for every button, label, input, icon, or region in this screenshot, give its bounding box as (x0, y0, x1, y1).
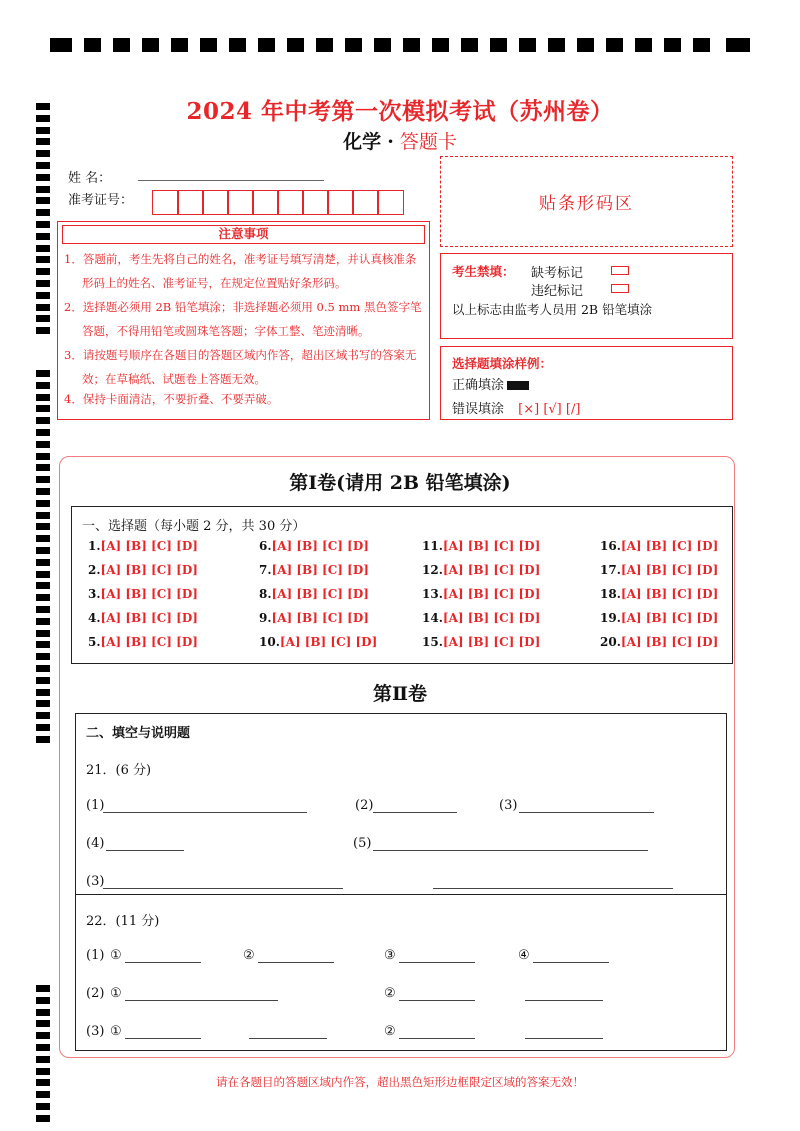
notice-item: 形码上的姓名、准考证号，在规定位置贴好条形码。 (82, 276, 347, 290)
q22-r1-c1: ① (110, 948, 122, 963)
violation-mark-box[interactable] (611, 284, 629, 293)
forbid-label: 考生禁填： (452, 264, 515, 279)
timing-mark (36, 1032, 50, 1039)
mc-question-number: 20. (600, 635, 621, 649)
part1-title: 第Ⅰ卷(请用 2B 铅笔填涂) (289, 472, 511, 494)
absent-mark-label: 缺考标记 (531, 266, 584, 281)
forbid-note: 以上标志由监考人员用 2B 铅笔填涂 (452, 302, 653, 317)
fill-in-box (75, 713, 727, 1051)
timing-mark (36, 174, 50, 181)
mc-question-number: 2. (88, 563, 101, 577)
id-digit-box[interactable] (377, 190, 404, 215)
timing-mark (36, 280, 50, 287)
q22-r3-c1: ① (110, 1024, 122, 1039)
id-digit-box[interactable] (327, 190, 354, 215)
q22-r1-line1[interactable] (125, 962, 201, 963)
mc-question[interactable] (88, 587, 198, 601)
mc-question[interactable] (88, 635, 198, 649)
mc-section-heading: 一、选择题（每小题 2 分，共 30 分） (82, 519, 306, 534)
timing-mark (36, 582, 50, 589)
q21-part3b-line-a[interactable] (103, 888, 343, 889)
timing-mark (36, 1056, 50, 1063)
mc-question[interactable] (422, 587, 540, 601)
timing-mark (36, 665, 50, 672)
filled-block-icon (507, 381, 529, 390)
mc-options[interactable]: [A] [B] [C] [D] (271, 587, 369, 601)
mc-options[interactable]: [A] [B] [C] [D] (442, 611, 541, 625)
q22-r2-c1: ① (110, 986, 122, 1001)
mc-question[interactable] (600, 587, 718, 601)
q22-r1-line4[interactable] (533, 962, 609, 963)
notice-item: 答题，不得用铅笔或圆珠笔答题；字体工整、笔迹清晰。 (82, 324, 370, 338)
mc-question[interactable] (600, 563, 718, 577)
mc-options[interactable]: [A] [B] [C] [D] (100, 539, 198, 553)
timing-mark (36, 1091, 50, 1098)
q21-part4-label: (4) (86, 836, 105, 851)
timing-mark (36, 653, 50, 660)
fill-sample-box (440, 346, 733, 420)
footer-warning: 请在各题目的答题区域内作答，超出黑色矩形边框限定区域的答案无效！ (216, 1075, 584, 1089)
q22-label: 22．(11 分) (86, 914, 160, 929)
mc-question-number: 4. (88, 611, 101, 625)
mc-options[interactable]: [A] [B] [C] [D] (620, 635, 719, 649)
mc-options[interactable]: [A] [B] [C] [D] (100, 635, 198, 649)
mc-question-number: 17. (600, 563, 621, 577)
card-name: 答题卡 (399, 131, 457, 153)
id-digit-box[interactable] (152, 190, 179, 215)
fill-section-heading: 二、填空与说明题 (86, 726, 191, 741)
timing-mark (36, 292, 50, 299)
mc-options[interactable]: [A] [B] [C] [D] (271, 611, 369, 625)
card-subtitle (0, 127, 800, 154)
mc-options[interactable]: [A] [B] [C] [D] (620, 563, 719, 577)
mc-question-number: 16. (600, 539, 621, 553)
mc-options[interactable]: [A] [B] [C] [D] (442, 587, 541, 601)
mc-question[interactable] (422, 635, 540, 649)
subtitle-separator: · (387, 131, 394, 153)
mc-question[interactable] (259, 539, 369, 553)
mc-options[interactable]: [A] [B] [C] [D] (100, 563, 198, 577)
mc-question[interactable] (259, 587, 369, 601)
mc-question[interactable] (422, 611, 540, 625)
mc-question-number: 1. (88, 539, 101, 553)
timing-mark (36, 1115, 50, 1122)
multiple-choice-box (71, 506, 733, 664)
timing-mark (36, 1020, 50, 1027)
timing-mark (36, 594, 50, 601)
timing-mark (36, 209, 50, 216)
q21-part3-label: (3) (499, 798, 518, 813)
mc-question[interactable] (88, 539, 198, 553)
part2-title: 第Ⅱ卷 (372, 683, 427, 705)
name-field[interactable] (138, 180, 324, 181)
q22-r2-line2[interactable] (399, 1000, 475, 1001)
mc-question[interactable] (600, 611, 718, 625)
q21-part1-label: (1) (86, 798, 105, 813)
q22-r3-line1[interactable] (125, 1038, 201, 1039)
timing-mark (36, 429, 50, 436)
timing-mark (36, 417, 50, 424)
mc-question-number: 5. (88, 635, 101, 649)
q21-part3-line[interactable] (519, 812, 654, 813)
timing-mark (36, 1044, 50, 1051)
timing-mark (36, 233, 50, 240)
q22-r2-c2: ② (384, 986, 396, 1001)
q22-r1-c3: ③ (384, 948, 396, 963)
timing-mark (36, 523, 50, 530)
timing-mark (36, 985, 50, 992)
id-digit-box[interactable] (202, 190, 229, 215)
mc-options[interactable]: [A] [B] [C] [D] (442, 539, 541, 553)
q21-part3b-label: (3) (86, 874, 105, 889)
mc-options[interactable]: [A] [B] [C] [D] (271, 563, 369, 577)
sample-label: 选择题填涂样例： (452, 356, 553, 371)
q21-part2-line[interactable] (373, 812, 457, 813)
notice-box (57, 221, 430, 420)
top-timing-marks (50, 38, 750, 52)
mc-options[interactable]: [A] [B] [C] [D] (442, 635, 541, 649)
id-label: 准考证号： (68, 193, 134, 208)
timing-mark (36, 1009, 50, 1016)
timing-mark (36, 571, 50, 578)
forbidden-fill-box (440, 253, 733, 339)
mc-question[interactable] (600, 539, 718, 553)
mc-question-number: 3. (88, 587, 101, 601)
timing-mark (36, 268, 50, 275)
timing-mark (36, 315, 50, 322)
id-digit-box[interactable] (177, 190, 204, 215)
mc-question[interactable] (88, 563, 198, 577)
q21-part3b-line-b[interactable] (433, 888, 673, 889)
subject-label: 化学 (343, 131, 382, 153)
notice-heading: 注意事项 (62, 225, 425, 244)
timing-mark (36, 641, 50, 648)
mc-question-number: 15. (422, 635, 443, 649)
timing-mark (36, 606, 50, 613)
q21-part4-line[interactable] (106, 850, 184, 851)
timing-mark (36, 441, 50, 448)
id-digit-box[interactable] (302, 190, 329, 215)
timing-mark (36, 500, 50, 507)
mc-question[interactable] (422, 563, 540, 577)
timing-mark (36, 197, 50, 204)
timing-mark (36, 630, 50, 637)
notice-item: 1．答题前，考生先将自己的姓名，准考证号填写清楚，并认真核准条 (64, 252, 417, 266)
timing-mark (36, 997, 50, 1004)
timing-mark (36, 559, 50, 566)
notice-item: 效；在草稿纸、试题卷上答题无效。 (82, 372, 266, 386)
q22-row3-label: (3) (86, 1024, 105, 1039)
mc-question[interactable] (259, 563, 369, 577)
notice-item: 3．请按题号顺序在各题目的答题区域内作答，超出区域书写的答案无 (64, 348, 417, 362)
mc-options[interactable]: [A] [B] [C] [D] (620, 539, 719, 553)
name-label: 姓 名： (68, 171, 112, 186)
absent-mark-box[interactable] (611, 266, 629, 275)
timing-mark (36, 712, 50, 719)
id-digit-box[interactable] (277, 190, 304, 215)
q22-r1-line2[interactable] (258, 962, 334, 963)
mc-question-number: 14. (422, 611, 443, 625)
wrong-fill (452, 398, 580, 417)
timing-mark (36, 186, 50, 193)
timing-mark (36, 162, 50, 169)
timing-mark (36, 327, 50, 334)
mc-question-number: 6. (259, 539, 272, 553)
timing-mark (36, 256, 50, 263)
mc-question-number: 7. (259, 563, 272, 577)
mc-question[interactable] (259, 635, 377, 649)
question-divider (76, 894, 726, 895)
mc-options[interactable]: [A] [B] [C] [D] (279, 635, 378, 649)
exam-title: 2024 年中考第一次模拟考试（苏州卷） (186, 98, 614, 125)
timing-mark (36, 221, 50, 228)
timing-mark (36, 245, 50, 252)
mc-question[interactable] (259, 611, 369, 625)
q22-r1-c2: ② (243, 948, 255, 963)
id-digit-box[interactable] (227, 190, 254, 215)
timing-mark (36, 618, 50, 625)
mc-options[interactable]: [A] [B] [C] [D] (620, 611, 719, 625)
timing-mark (36, 394, 50, 401)
mc-question-number: 13. (422, 587, 443, 601)
timing-mark (36, 453, 50, 460)
timing-mark (36, 370, 50, 377)
mc-question[interactable] (600, 635, 718, 649)
correct-fill-label: 正确填涂 (452, 378, 505, 393)
timing-mark (36, 382, 50, 389)
barcode-area (440, 156, 733, 247)
exam-id-boxes[interactable] (152, 190, 402, 215)
timing-mark (36, 304, 50, 311)
timing-mark (36, 405, 50, 412)
mc-options[interactable]: [A] [B] [C] [D] (271, 539, 369, 553)
timing-mark (36, 724, 50, 731)
correct-fill (452, 374, 529, 393)
q21-part5-label: (5) (353, 836, 372, 851)
mc-question[interactable] (422, 539, 540, 553)
mc-question-number: 11. (422, 539, 443, 553)
q22-r3-c2: ② (384, 1024, 396, 1039)
mc-question-number: 18. (600, 587, 621, 601)
id-digit-box[interactable] (252, 190, 279, 215)
q22-row1-label: (1) (86, 948, 105, 963)
q22-r1-line3[interactable] (399, 962, 475, 963)
q22-row2-label: (2) (86, 986, 105, 1001)
barcode-label: 贴条形码区 (539, 194, 634, 214)
mc-options[interactable]: [A] [B] [C] [D] (620, 587, 719, 601)
wrong-fill-marks: [×] [√] [/] (518, 402, 581, 417)
q22-r2-line3[interactable] (525, 1000, 603, 1001)
q22-r3-line3[interactable] (399, 1038, 475, 1039)
notice-item: 4．保持卡面清洁，不要折叠、不要弄破。 (64, 392, 279, 406)
q21-part2-label: (2) (355, 798, 374, 813)
q22-r2-line1[interactable] (125, 1000, 278, 1001)
timing-mark (36, 535, 50, 542)
timing-mark (36, 1103, 50, 1110)
mc-question[interactable] (88, 611, 198, 625)
q22-r3-line2[interactable] (249, 1038, 327, 1039)
timing-mark (36, 736, 50, 743)
id-digit-box[interactable] (352, 190, 379, 215)
timing-mark (36, 512, 50, 519)
wrong-fill-label: 错误填涂 (452, 402, 505, 417)
mc-options[interactable]: [A] [B] [C] [D] (100, 587, 198, 601)
mc-question-number: 9. (259, 611, 272, 625)
mc-options[interactable]: [A] [B] [C] [D] (100, 611, 198, 625)
mc-question-number: 12. (422, 563, 443, 577)
q21-part5-line[interactable] (373, 850, 648, 851)
q22-r3-line4[interactable] (525, 1038, 603, 1039)
timing-mark (36, 547, 50, 554)
notice-item: 2．选择题必须用 2B 铅笔填涂；非选择题必须用 0.5 mm 黑色签字笔 (64, 300, 422, 314)
q21-part1-line[interactable] (103, 812, 307, 813)
q21-label: 21．(6 分) (86, 763, 152, 778)
mc-question-number: 19. (600, 611, 621, 625)
q22-r1-c4: ④ (518, 948, 530, 963)
violation-mark-label: 违纪标记 (531, 284, 584, 299)
mc-question-number: 8. (259, 587, 272, 601)
mc-options[interactable]: [A] [B] [C] [D] (442, 563, 541, 577)
mc-question-number: 10. (259, 635, 280, 649)
